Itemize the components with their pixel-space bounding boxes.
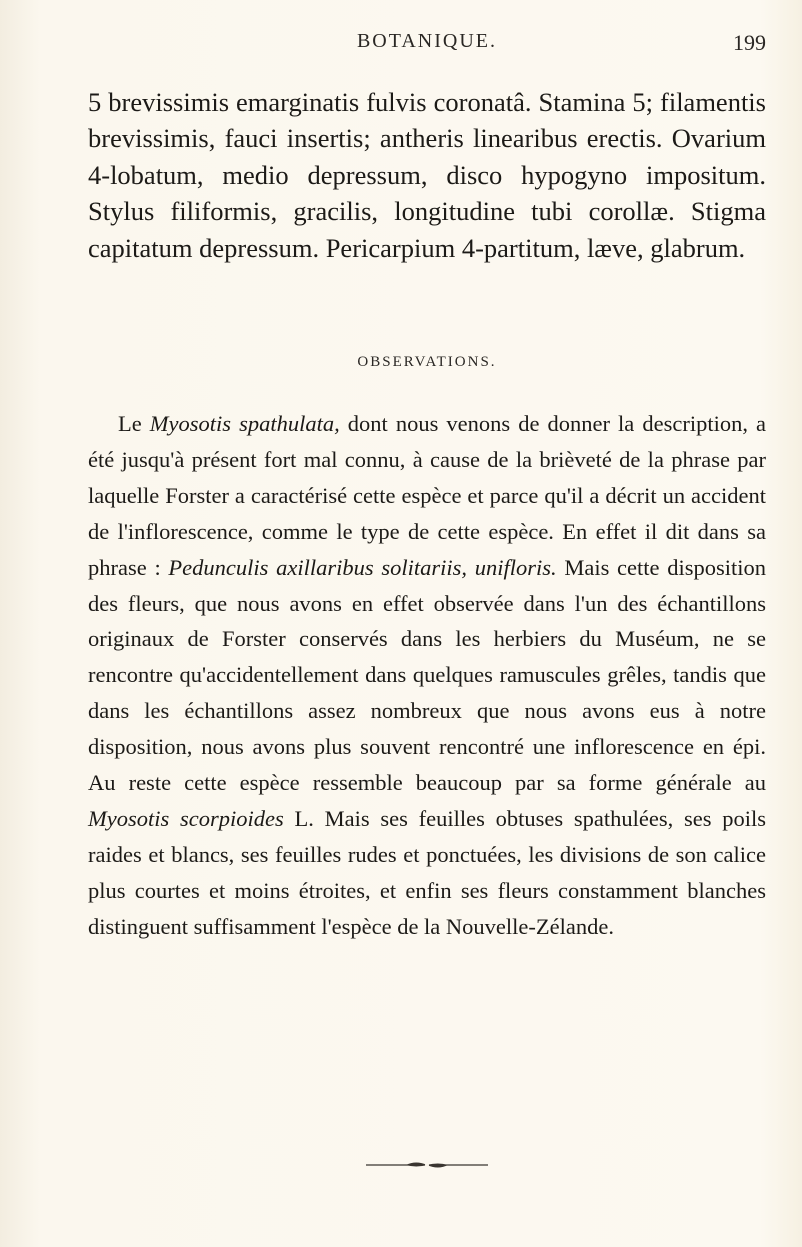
obs-text-segment: dont nous venons de donner la description, a été jusqu'à présent fort mal connu, à cause de la brièveté de la phrase par laquelle Forster a caractérisé cette espèce et parce qu'il a décrit un accident de l'inflorescence, comme le type de cette espèce. En effet il dit dans sa phrase : [88, 411, 766, 580]
observations-section [88, 354, 766, 945]
description-paragraph: 5 brevissimis emarginatis fulvis coronatâ. Stamina 5; filamentis brevissimis, fauci insertis; antheris linearibus erectis. Ovarium 4-lobatum, medio depressum, disco hypogyno impositum. Stylus filiformis, gracilis, longitudine tubi corollæ. Stigma capitatum depressum. Pericarpium 4-partitum, læve, glabrum. [88, 87, 766, 263]
obs-text-segment: L. Mais ses feuilles obtuses spathulées, ses poils raides et blancs, ses feuilles rudes et ponctuées, les divisions de son calice plus courtes et moins étroites, et enfin ses fleurs constamment blanches distinguent suffisamment l'espèce de la Nouvelle-Zélande. [88, 805, 766, 939]
page-number: 199 [733, 30, 766, 55]
observations-heading: OBSERVATIONS. [357, 354, 497, 370]
running-title: BOTANIQUE. [356, 30, 498, 52]
observations-paragraph [88, 406, 766, 945]
obs-italic-quote: Pedunculis axillaribus solitariis, unifloris. [168, 554, 557, 580]
running-head [88, 30, 766, 58]
description-block [88, 84, 766, 266]
obs-italic-taxon: Myosotis spathulata, [149, 411, 340, 436]
obs-text-segment: Mais cette disposition des fleurs, que nous avons en effet observée dans l'un des échantillons originaux de Forster conservés dans les herbiers du Muséum, ne se rencontre qu'accidentellement dans quelques ramuscules grêles, tandis que dans les échantillons assez nombreux que nous avons eus à notre disposition, nous avons plus souvent rencontré une inflorescence en épi. Au reste cette espèce ressemble beaucoup par sa forme générale au [88, 554, 766, 796]
tailpiece-ornament-icon [366, 1158, 488, 1172]
obs-text-segment: Le [118, 411, 150, 436]
obs-italic-taxon: Myosotis scorpioides [88, 805, 284, 831]
